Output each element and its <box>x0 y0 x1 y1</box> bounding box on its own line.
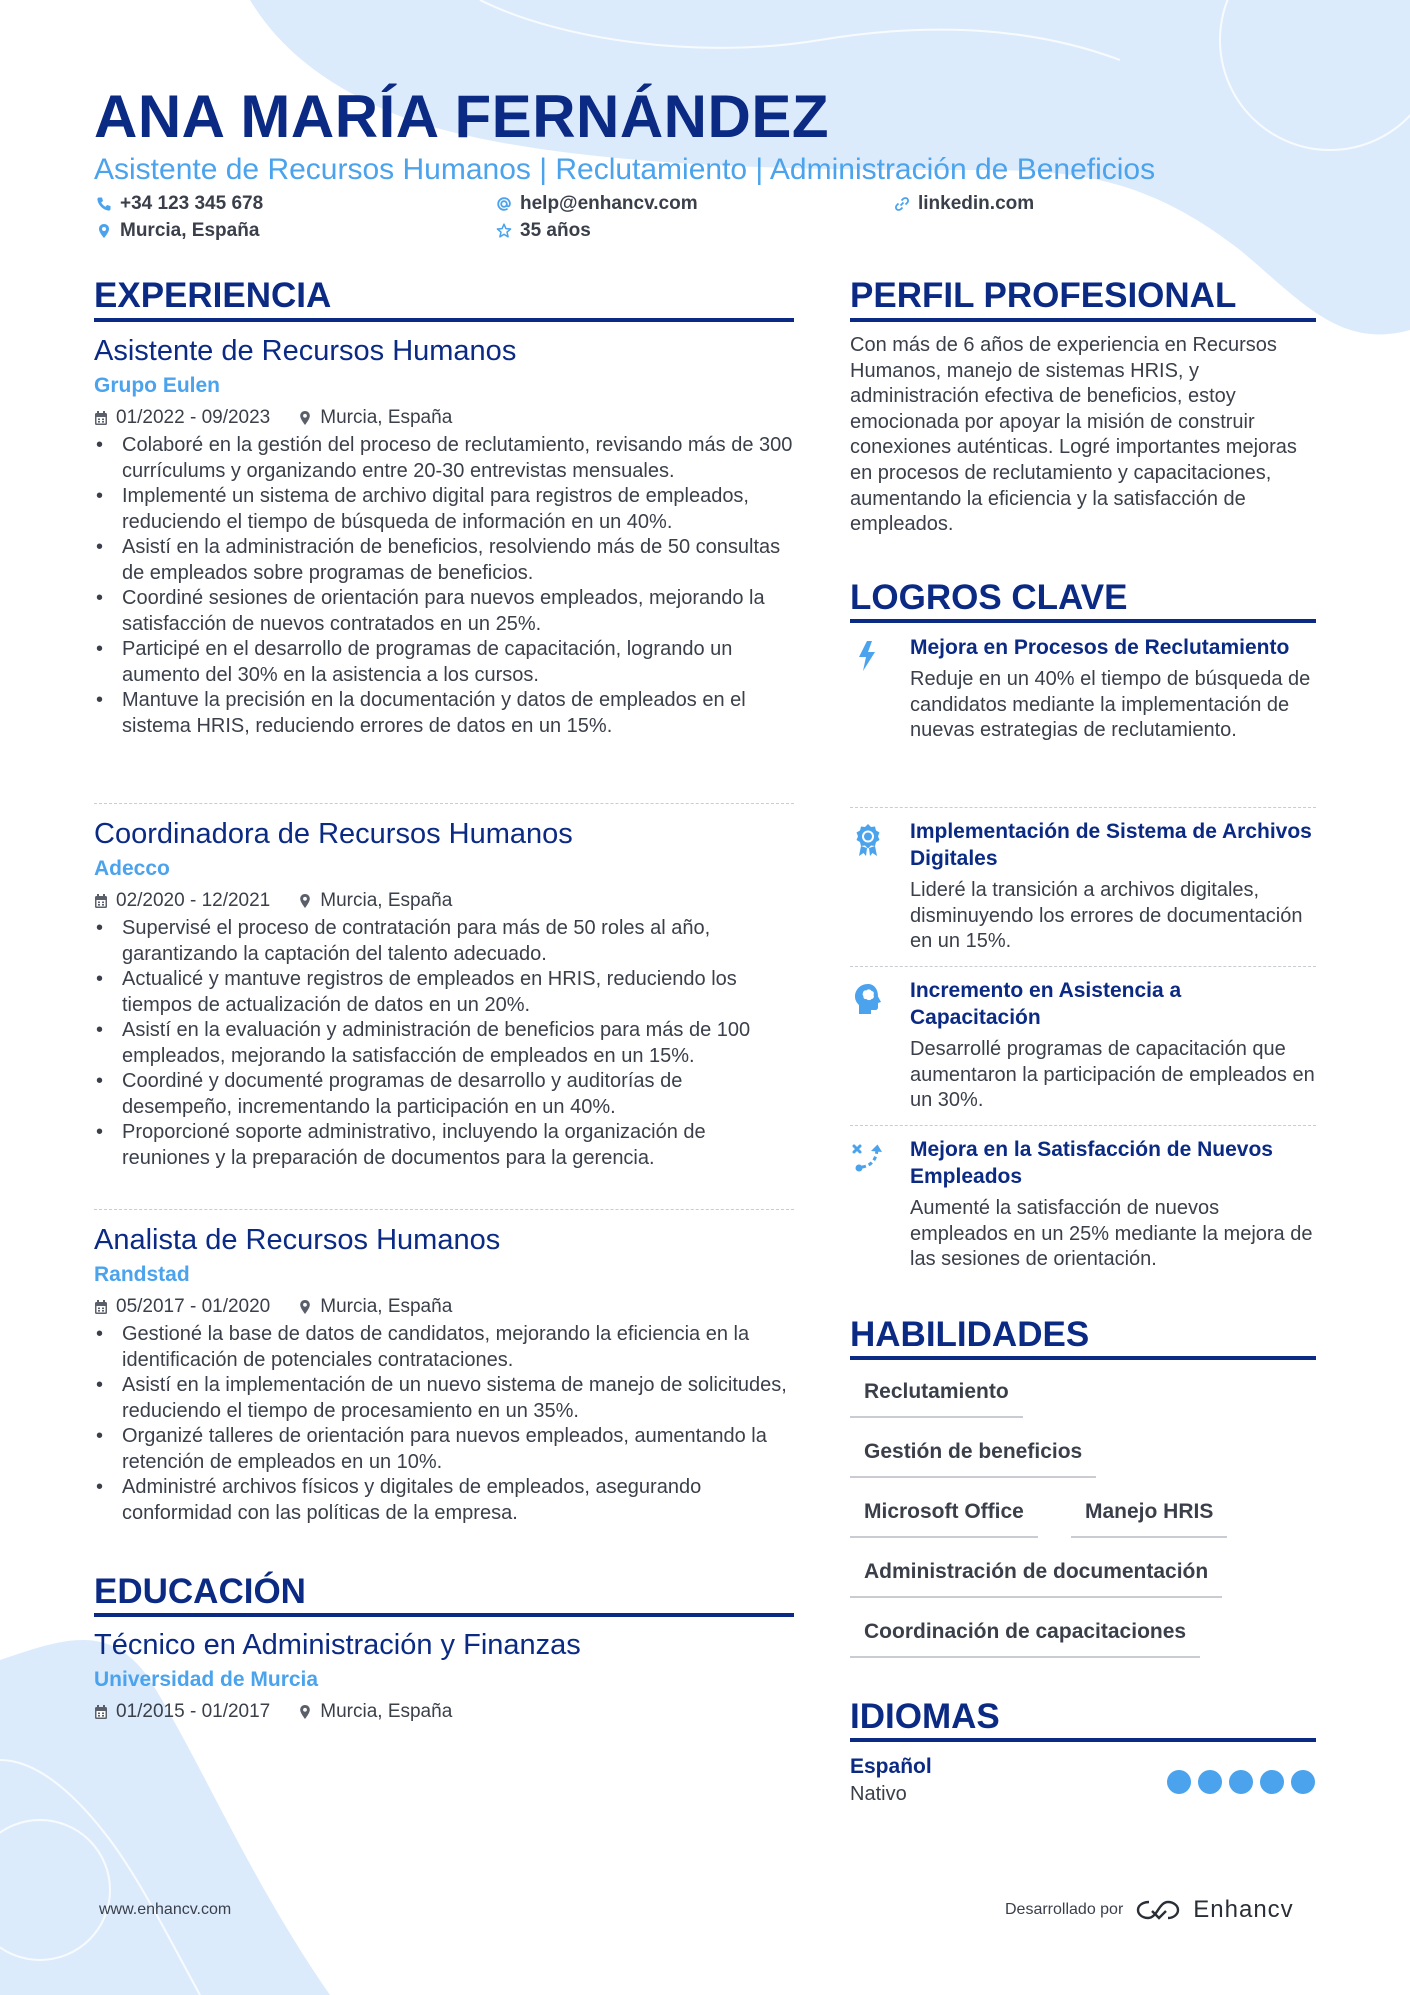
skill-tag: Gestión de beneficios <box>850 1438 1096 1478</box>
bullet-item: • Gestioné la base de datos de candidatos, mejorando la eficiencia en la identificación de potenciales contrataciones. <box>94 1322 794 1373</box>
bullet-item: • Asistí en la evaluación y administración de beneficios para más de 100 empleados, mejorando la satisfacción de empleados en un 15%. <box>94 1018 794 1069</box>
divider <box>94 803 794 804</box>
bullet-item: • Asistí en la implementación de un nuevo sistema de manejo de solicitudes, reduciendo el tiempo de procesamiento en un 35%. <box>94 1373 794 1424</box>
achievement-desc: Reduje en un 40% el tiempo de búsqueda de candidatos mediante la implementación de nuevas estrategias de reclutamiento. <box>910 668 1311 742</box>
achievement-title: Implementación de Sistema de Archivos Digitales <box>910 820 1312 870</box>
achievements-heading: LOGROS CLAVE <box>850 578 1128 617</box>
language-name: Español <box>850 1755 932 1778</box>
email-text: help@enhancv.com <box>520 193 698 214</box>
company-name: Adecco <box>94 857 170 880</box>
job-meta <box>94 888 794 914</box>
job-meta <box>94 1294 794 1320</box>
skill-tag: Reclutamiento <box>850 1378 1023 1418</box>
divider <box>850 807 1316 808</box>
skill-tag: Manejo HRIS <box>1071 1498 1227 1538</box>
company-name: Grupo Eulen <box>94 374 220 397</box>
experience-item <box>94 333 794 739</box>
developed-by-label: Desarrollado por <box>1005 1901 1124 1918</box>
bullet-item: • Coordiné sesiones de orientación para nuevos empleados, mejorando la satisfacción de nuevos contratados en un 25%. <box>94 586 794 637</box>
at-icon <box>496 196 512 212</box>
job-location: Murcia, España <box>320 1296 453 1317</box>
education-meta <box>94 1699 794 1725</box>
job-title: Analista de Recursos Humanos <box>94 1224 501 1256</box>
star-icon <box>496 223 512 239</box>
achievement-desc: Aumenté la satisfacción de nuevos empleados en un 25% mediante la mejora de las sesiones de orientación. <box>910 1197 1313 1271</box>
job-bullets <box>94 433 794 739</box>
job-dates: 05/2017 - 01/2020 <box>116 1296 271 1317</box>
proficiency-dot <box>1260 1770 1284 1794</box>
job-dates: 01/2022 - 09/2023 <box>116 407 271 428</box>
job-location: Murcia, España <box>320 407 453 428</box>
bullet-item: • Implementé un sistema de archivo digital para registros de empleados, reduciendo el tiempo de búsqueda de información en un 40%. <box>94 484 794 535</box>
bullet-item: • Organizé talleres de orientación para nuevos empleados, aumentando la retención de empleados en un 10%. <box>94 1424 794 1475</box>
achievement-title: Mejora en Procesos de Reclutamiento <box>910 636 1290 659</box>
bullet-item: • Asistí en la administración de beneficios, resolviendo más de 50 consultas de empleados sobre programas de beneficios. <box>94 535 794 586</box>
strategy-arrow-icon <box>850 1140 886 1176</box>
divider <box>850 1125 1316 1126</box>
education-dates: 01/2015 - 01/2017 <box>116 1701 271 1722</box>
skills-heading: HABILIDADES <box>850 1315 1090 1354</box>
divider <box>850 966 1316 967</box>
company-name: Randstad <box>94 1263 190 1286</box>
achievement-item <box>850 634 1316 744</box>
skill-tag: Coordinación de capacitaciones <box>850 1618 1200 1658</box>
job-location: Murcia, España <box>320 890 453 911</box>
skill-tag: Administración de documentación <box>850 1558 1222 1598</box>
phone-icon <box>96 196 112 212</box>
bullet-item: • Mantuve la precisión en la documentación y datos de empleados en el sistema HRIS, reduciendo errores de datos en un 15%. <box>94 688 794 739</box>
candidate-name: ANA MARÍA FERNÁNDEZ <box>94 83 830 150</box>
achievements-rule <box>850 619 1316 623</box>
award-badge-icon <box>850 822 886 858</box>
contact-phone <box>96 192 263 216</box>
language-level: Nativo <box>850 1783 907 1805</box>
age-text: 35 años <box>520 220 591 241</box>
experience-item <box>94 816 794 1171</box>
profile-heading: PERFIL PROFESIONAL <box>850 276 1237 315</box>
proficiency-dot <box>1291 1770 1315 1794</box>
calendar-icon <box>94 1704 108 1720</box>
candidate-subtitle: Asistente de Recursos Humanos | Reclutamiento | Administración de Beneficios <box>94 153 1156 186</box>
calendar-icon <box>94 410 108 426</box>
job-meta <box>94 405 794 431</box>
contact-email[interactable] <box>496 192 698 216</box>
profile-summary: Con más de 6 años de experiencia en Recursos Humanos, manejo de sistemas HRIS, y administración efectiva de beneficios, estoy emocionada por apoyar la misión de construir conexiones auténticas. Logré importantes mejoras en procesos de reclutamiento y capacitaciones, aumentando la eficiencia y la satisfacción de empleados. <box>850 334 1297 536</box>
location-pin-icon <box>298 1704 312 1720</box>
phone-text: +34 123 345 678 <box>120 193 264 214</box>
achievement-desc: Desarrollé programas de capacitación que aumentaron la participación de empleados en un 30%. <box>910 1038 1315 1112</box>
proficiency-dot <box>1167 1770 1191 1794</box>
bullet-item: • Coordiné y documenté programas de desarrollo y auditorías de desempeño, incrementando la participación en un 40%. <box>94 1069 794 1120</box>
calendar-icon <box>94 893 108 909</box>
bullet-item: • Supervisé el proceso de contratación para más de 50 roles al año, garantizando la captación del talento adecuado. <box>94 916 794 967</box>
languages-heading: IDIOMAS <box>850 1697 1000 1736</box>
experience-heading: EXPERIENCIA <box>94 276 332 315</box>
bullet-item: • Actualicé y mantuve registros de empleados en HRIS, reduciendo los tiempos de actualización de datos en un 20%. <box>94 967 794 1018</box>
achievement-title: Incremento en Asistencia a Capacitación <box>910 979 1182 1029</box>
contact-location <box>96 219 259 243</box>
job-bullets <box>94 916 794 1171</box>
profile-rule <box>850 318 1316 322</box>
location-pin-icon <box>298 893 312 909</box>
education-item <box>94 1627 794 1725</box>
languages-rule <box>850 1738 1316 1742</box>
achievement-item <box>850 977 1316 1114</box>
bullet-item: • Administré archivos físicos y digitales de empleados, asegurando conformidad con las políticas de la empresa. <box>94 1475 794 1526</box>
divider <box>94 1209 794 1210</box>
job-bullets <box>94 1322 794 1526</box>
job-title: Asistente de Recursos Humanos <box>94 335 517 367</box>
achievement-item <box>850 818 1316 955</box>
skills-rule <box>850 1356 1316 1360</box>
link-icon <box>894 196 910 212</box>
bullet-item: • Participé en el desarrollo de programas de capacitación, logrando un aumento del 30% en la asistencia a los cursos. <box>94 637 794 688</box>
education-heading: EDUCACIÓN <box>94 1572 306 1611</box>
head-brain-icon <box>850 981 886 1017</box>
location-text: Murcia, España <box>120 220 260 241</box>
education-location: Murcia, España <box>320 1701 453 1722</box>
experience-item <box>94 1222 794 1526</box>
enhancv-logo-icon <box>1135 1898 1181 1922</box>
achievement-title: Mejora en la Satisfacción de Nuevos Empleados <box>910 1138 1273 1188</box>
bullet-item: • Colaboré en la gestión del proceso de reclutamiento, revisando más de 300 currículums y organizando entre 20-30 entrevistas mensuales. <box>94 433 794 484</box>
skill-tag: Microsoft Office <box>850 1498 1038 1538</box>
proficiency-dot <box>1198 1770 1222 1794</box>
linkedin-text: linkedin.com <box>918 193 1035 214</box>
contact-age <box>496 219 591 243</box>
proficiency-dot <box>1229 1770 1253 1794</box>
location-pin-icon <box>298 410 312 426</box>
contact-linkedin[interactable] <box>894 192 1034 216</box>
footer-branding <box>1005 1896 1294 1924</box>
achievement-desc: Lideré la transición a archivos digitales, disminuyendo los errores de documentación en un 15%. <box>910 879 1303 953</box>
brand-name: Enhancv <box>1193 1896 1294 1923</box>
language-proficiency-dots <box>1167 1770 1315 1794</box>
school-name: Universidad de Murcia <box>94 1668 319 1691</box>
bullet-item: • Proporcioné soporte administrativo, incluyendo la organización de reuniones y la preparación de documentos para la gerencia. <box>94 1120 794 1171</box>
achievement-item <box>850 1136 1316 1273</box>
experience-rule <box>94 318 794 322</box>
job-title: Coordinadora de Recursos Humanos <box>94 818 573 850</box>
footer-website[interactable]: www.enhancv.com <box>99 1901 232 1918</box>
education-rule <box>94 1613 794 1617</box>
lightning-icon <box>850 638 886 674</box>
degree-title: Técnico en Administración y Finanzas <box>94 1629 581 1661</box>
location-pin-icon <box>298 1299 312 1315</box>
calendar-icon <box>94 1299 108 1315</box>
location-pin-icon <box>96 223 112 239</box>
job-dates: 02/2020 - 12/2021 <box>116 890 271 911</box>
